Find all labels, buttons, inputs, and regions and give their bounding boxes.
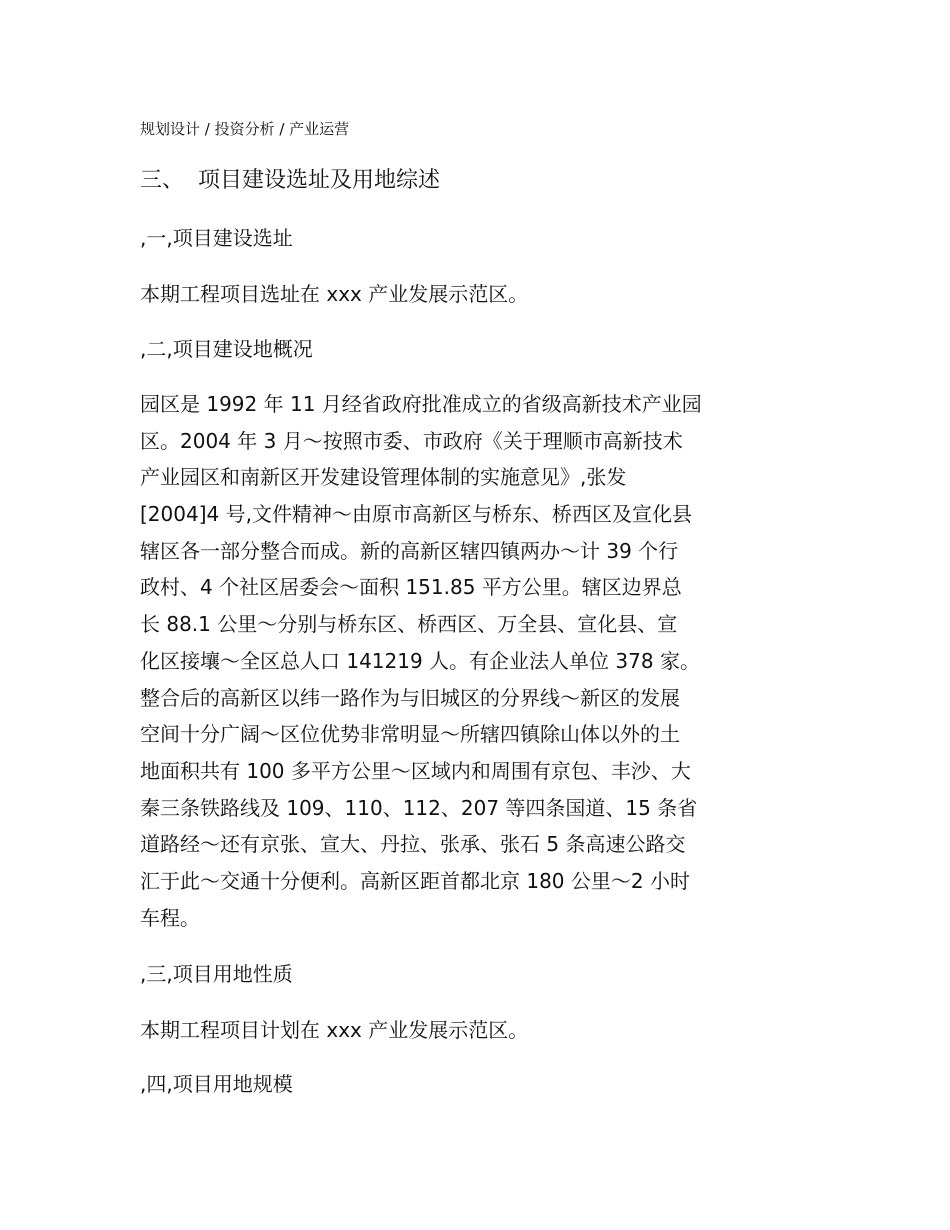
- section-title: [140, 166, 440, 196]
- overview-line: 园区是 1992 年 11 月经省政府批准成立的省级高新技术产业园: [140, 392, 702, 416]
- overview-paragraph: [140, 386, 812, 936]
- overview-line: 车程。: [140, 905, 200, 930]
- overview-line: 政村、4 个社区居委会～面积 151.85 平方公里。辖区边界总: [140, 575, 682, 600]
- overview-line: 产业园区和南新区开发建设管理体制的实施意见》,张发: [140, 465, 627, 490]
- overview-line: 化区接壤～全区总人口 141219 人。有企业法人单位 378 家。: [140, 648, 700, 673]
- subsection-heading-scale: ,四,项目用地规模: [140, 1072, 293, 1096]
- overview-line: 空间十分广阔～区位优势非常明显～所辖四镇除山体以外的土: [140, 722, 680, 747]
- overview-line: 地面积共有 100 多平方公里～区域内和周围有京包、丰沙、大: [140, 758, 691, 783]
- overview-line: 区。2004 年 3 月～按照市委、市政府《关于理顺市高新技术: [140, 428, 683, 453]
- section-title-text: 项目建设选址及用地综述: [198, 168, 441, 193]
- overview-line: 汇于此～交通十分便利。高新区距首都北京 180 公里～2 小时: [140, 868, 690, 893]
- section-number: 三、: [140, 168, 185, 193]
- overview-line: 秦三条铁路线及 109、110、112、207 等四条国道、15 条省: [140, 795, 698, 820]
- overview-line: [2004]4 号,文件精神～由原市高新区与桥东、桥西区及宣化县: [140, 502, 692, 527]
- subsection-heading-nature: ,三,项目用地性质: [140, 962, 293, 986]
- site-text: 本期工程项目选址在 xxx 产业发展示范区。: [140, 282, 529, 306]
- overview-line: 整合后的高新区以纬一路作为与旧城区的分界线～新区的发展: [140, 685, 680, 710]
- overview-line: 辖区各一部分整合而成。新的高新区辖四镇两办～计 39 个行: [140, 538, 679, 563]
- overview-line: 长 88.1 公里～分别与桥东区、桥西区、万全县、宣化县、宣: [140, 612, 678, 637]
- breadcrumb: 规划设计 / 投资分析 / 产业运营: [140, 120, 350, 138]
- overview-line: 道路经～还有京张、宣大、丹拉、张承、张石 5 条高速公路交: [140, 832, 686, 857]
- subsection-heading-site: ,一,项目建设选址: [140, 226, 293, 250]
- nature-text: 本期工程项目计划在 xxx 产业发展示范区。: [140, 1018, 529, 1042]
- subsection-heading-overview: ,二,项目建设地概况: [140, 337, 313, 361]
